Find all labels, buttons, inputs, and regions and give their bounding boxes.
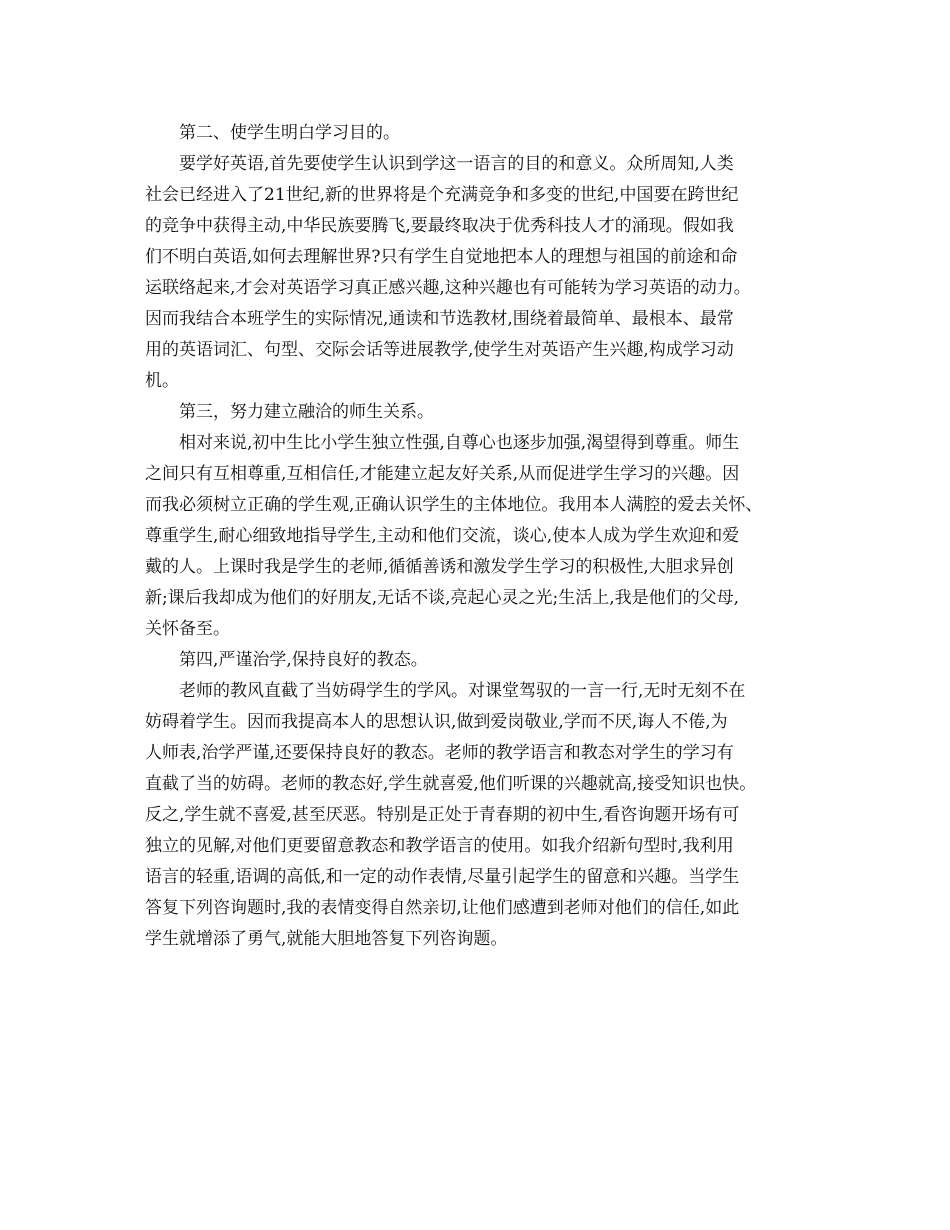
text-line: 语言的轻重,语调的高低,和一定的动作表情,尽量引起学生的留意和兴趣。当学生 <box>145 867 740 887</box>
text-line: 学生就增添了勇气,就能大胆地答复下列咨询题。 <box>145 929 508 949</box>
text-line: 反之,学生就不喜爱,甚至厌恶。特别是正处于青春期的初中生,看咨询题开场有可 <box>145 805 740 825</box>
text-line: 因而我结合本班学生的实际情况,通读和节选教材,围绕着最简单、最根本、最常 <box>145 309 734 329</box>
text-line: 独立的见解,对他们更要留意教态和教学语言的使用。如我介绍新句型时,我利用 <box>145 836 734 856</box>
text-line: 妨碍着学生。因而我提高本人的思想认识,做到爱岗敬业,学而不厌,诲人不倦,为 <box>145 712 728 732</box>
text-line: 之间只有互相尊重,互相信任,才能建立起友好关系,从而促进学生学习的兴趣。因 <box>145 464 740 484</box>
text-line: 运联络起来,才会对英语学习真正感兴趣,这种兴趣也有可能转为学习英语的动力。 <box>145 278 751 298</box>
paragraph-first-line: 老师的教风直截了当妨碍学生的学风。对课堂驾驭的一言一行,无时无刻不在 <box>179 681 746 701</box>
text-line: 尊重学生,耐心细致地指导学生,主动和他们交流，谈心,使本人成为学生欢迎和爱 <box>145 526 740 546</box>
text-line: 机。 <box>145 371 179 391</box>
text-line: 的竞争中获得主动,中华民族要腾飞,要最终取决于优秀科技人才的涌现。假如我 <box>145 216 734 236</box>
text-line: 戴的人。上课时我是学生的老师,循循善诱和激发学生学习的积极性,大胆求异创 <box>145 557 734 577</box>
text-line: 答复下列咨询题时,我的表情变得自然亲切,让他们感遭到老师对他们的信任,如此 <box>145 898 740 918</box>
paragraph-first-line: 第四,严谨治学,保持良好的教态。 <box>179 650 428 670</box>
text-line: 关怀备至。 <box>145 619 230 639</box>
text-line: 新;课后我却成为他们的好朋友,无话不谈,亮起心灵之光;生活上,我是他们的父母, <box>145 588 740 608</box>
text-line: 而我必须树立正确的学生观,正确认识学生的主体地位。我用本人满腔的爱去关怀、 <box>145 495 763 515</box>
text-line: 社会已经进入了21世纪,新的世界将是个充满竞争和多变的世纪,中国要在跨世纪 <box>145 185 739 205</box>
text-line: 直截了当的妨碍。老师的教态好,学生就喜爱,他们听课的兴趣就高,接受知识也快。 <box>145 774 757 794</box>
paragraph-first-line: 要学好英语,首先要使学生认识到学这一语言的目的和意义。众所周知,人类 <box>179 154 734 174</box>
body-text <box>145 118 810 955</box>
text-line: 人师表,治学严谨,还要保持良好的教态。老师的教学语言和教态对学生的学习有 <box>145 743 734 763</box>
paragraph-first-line: 相对来说,初中生比小学生独立性强,自尊心也逐步加强,渴望得到尊重。师生 <box>179 433 740 453</box>
paragraph-first-line: 第三，努力建立融洽的师生关系。 <box>179 402 434 422</box>
text-line: 们不明白英语,如何去理解世界?只有学生自觉地把本人的理想与祖国的前途和命 <box>145 247 738 267</box>
text-line: 用的英语词汇、句型、交际会话等进展教学,使学生对英语产生兴趣,构成学习动 <box>145 340 734 360</box>
paragraph-first-line: 第二、使学生明白学习目的。 <box>179 123 400 143</box>
